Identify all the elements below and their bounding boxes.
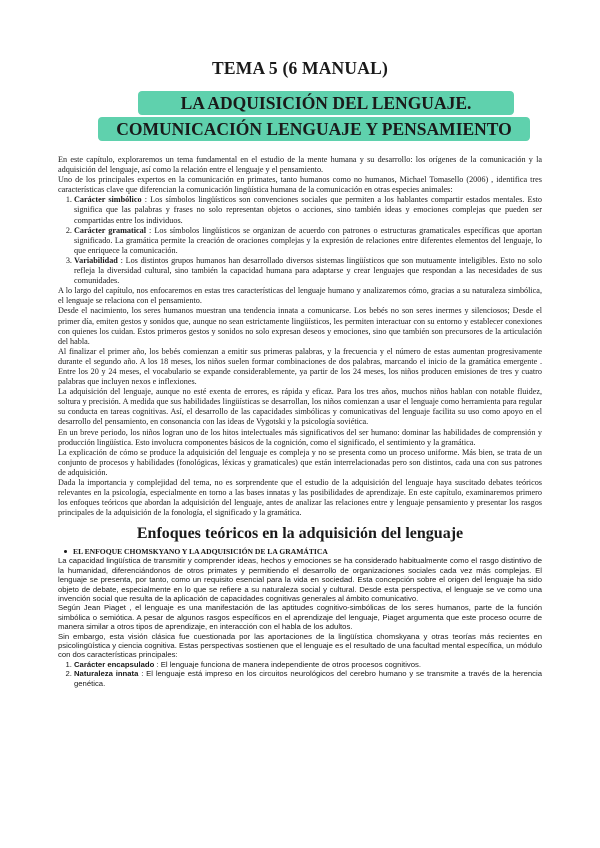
list-item	[74, 669, 542, 688]
item-text: : Los símbolos lingüísticos se organizan de acuerdo con patrones o estructuras gramaticales específicas que aportan significado. La gramática permite la creación de oraciones complejas y la expresión de relaciones entre diferentes elementos del lenguaje, lo que enriquece la comunicación.	[74, 225, 542, 255]
item-term: Carácter simbólico	[74, 195, 142, 205]
list-item	[74, 226, 542, 256]
body-paragraph: Según Jean Piaget , el lenguaje es una manifestación de las aptitudes cognitivo-simbólicas de los seres humanos, parte de la función simbólica o semiótica. A pesar de algunos rasgos específicos en el aprendizaje del lenguaje, Piaget argumenta que este proceso ocurre de manera similar a otros tipos de aprendizaje, en interacción con el habla de los adultos.	[58, 603, 542, 632]
item-text: : El lenguaje funciona de manera independiente de otros procesos cognitivos.	[154, 659, 422, 669]
section-heading: Enfoques teóricos en la adquisición del lenguaje	[136, 525, 464, 543]
body-paragraph: La explicación de cómo se produce la adquisición del lenguaje es compleja y no se presenta como un proceso uniforme. Más bien, se trata de un conjunto de procesos y habilidades (fonológicas, léxicas y gramaticales) que están interrelacionadas pero son distintos, cada una con sus patrones de adquisición.	[58, 447, 542, 477]
body-paragraph: La capacidad lingüística de transmitir y comprender ideas, hechos y emociones se ha considerado habitualmente como el rasgo distintivo de la humanidad, diferenciándonos de otros primates y permitiendo el desarrollo de organizaciones sociales cada vez más complejas. El lenguaje se presenta, por tanto, como un requisito esencial para la vida en sociedad. Esta concepción sobre el origen del lenguaje ha sido objeto de debate, especialmente en lo que se refiere a su naturaleza social y cultural. Desde esta perspectiva, el lenguaje se ve como una invención social que resulta de la aplicación de capacidades cognitivas generales al ámbito comunicativo.	[58, 556, 542, 603]
list-item	[74, 256, 542, 286]
bullet-icon	[64, 550, 67, 553]
document-page	[58, 58, 542, 688]
item-term: Variabilidad	[74, 255, 118, 265]
list-item	[74, 660, 542, 669]
body-paragraph: Sin embargo, esta visión clásica fue cuestionada por las aportaciones de la lingüística chomskyana y otras teorías más recientes en psicolingüística y ciencia cognitiva. Estas perspectivas sostienen que el lenguaje es el resultado de una facultad mental específica, un módulo con dos características principales:	[58, 631, 542, 660]
item-term: Carácter encapsulado	[74, 659, 155, 669]
body-paragraph: Desde el nacimiento, los seres humanos muestran una tendencia innata a comunicarse. Los bebés no son seres inermes y silenciosos; Desde el primer día, emiten gestos y sonidos que, aunque no sean estrictamente lingüísticos, les permiten interactuar con su entorno y establecer conexiones con quienes los cuidan. Estos primeros gestos y sonidos no solo expresan deseos y emociones, sino que también son precursores de la articulación del habla.	[58, 306, 542, 346]
section-text	[58, 556, 542, 688]
body-paragraph: La adquisición del lenguaje, aunque no esté exenta de errores, es rápida y eficaz. Para los tres años, muchos niños hablan con notable fluidez, soltura y precisión. A medida que sus habilidades lingüísticas se desarrollan, los niños comienzan a usar el lenguaje como herramienta para regular su conducta en tareas cognitivas. Así, el desarrollo de las capacidades simbólicas y comunicativas del lenguaje facilita su uso como apoyo en el desarrollo del pensamiento, en consonancia con las ideas de Vygotski y la psicología soviética.	[58, 387, 542, 427]
body-paragraph: En un breve periodo, los niños logran uno de los hitos intelectuales más significativos del ser humano: dominar las habilidades de comprensión y producción lingüística. Esto involucra componentes básicos de la cognición, como el significado, el sentimiento y la gramática.	[58, 427, 542, 447]
item-text: : Los símbolos lingüísticos son convenciones sociales que permiten a los hablantes compartir estados mentales. Esto significa que las palabras y frases no solo representan objetos o acciones, sino también ideas y emociones complejas que pueden ser compartidas entre los individuos.	[74, 195, 543, 225]
list-item	[74, 195, 542, 225]
module-characteristics-list	[58, 660, 542, 688]
intro-paragraph: Uno de los principales expertos en la comunicación en primates, tanto humanos como no humanos, Michael Tomasello (2006) , identifica tres características clave que diferencian la comunicación lingüística humana de la comunicación en otras especies animales:	[58, 175, 542, 195]
chapter-title: TEMA 5 (6 MANUAL)	[212, 58, 388, 78]
item-term: Naturaleza innata	[74, 669, 139, 679]
item-text: : El lenguaje está impreso en los circuitos neurológicos del cerebro humano y se transmite a través de la herencia genética.	[74, 669, 542, 688]
bullet-heading	[64, 547, 542, 556]
main-text	[58, 155, 542, 518]
body-paragraph: Al finalizar el primer año, los bebés comienzan a emitir sus primeras palabras, y la frecuencia y el número de estas aumentan progresivamente durante el segundo año. A los 18 meses, los niños suelen formar combinaciones de dos palabras, marcando el inicio de la gramática emergente . Entre los 20 y 24 meses, el vocabulario se expande considerablemente, ya partir de los 24 meses, los niños producen emisiones de tres y cuatro palabras que incluyen nexos e inflexiones.	[58, 346, 542, 387]
highlighted-banner	[98, 91, 530, 141]
item-term: Carácter gramatical	[74, 225, 146, 235]
banner-line-2: COMUNICACIÓN LENGUAJE Y PENSAMIENTO	[98, 117, 530, 141]
body-paragraph: A lo largo del capítulo, nos enfocaremos en estas tres características del lenguaje humano y analizaremos cómo, gracias a su naturaleza simbólica, el lenguaje se relaciona con el pensamiento.	[58, 286, 542, 306]
banner-line-1: LA ADQUISICIÓN DEL LENGUAJE.	[138, 91, 514, 115]
body-paragraph: Dada la importancia y complejidad del tema, no es sorprendente que el estudio de la adquisición del lenguaje haya suscitado debates teóricos relevantes en la psicología, especialmente en torno a las bases innatas y las posibilidades de aprendizaje. En este capítulo, examinaremos primero los enfoques teóricos que abordan la adquisición del lenguaje, antes de analizar las relaciones entre y lenguaje pensamiento y presentar los rasgos principales de la adquisición de la fonología, el significado y la gramática.	[58, 478, 542, 518]
bullet-heading-text: EL ENFOQUE CHOMSKYANO Y LA ADQUISICIÓN DE LA GRAMÁTICA	[73, 547, 328, 557]
intro-paragraph: En este capítulo, exploraremos un tema fundamental en el estudio de la mente humana y su desarrollo: los orígenes de la comunicación y la adquisición del lenguaje, así como la relación entre el lenguaje y el pensamiento.	[58, 155, 542, 175]
characteristics-list	[58, 195, 542, 286]
item-text: : Los distintos grupos humanos han desarrollado diversos sistemas lingüísticos que son mutuamente inteligibles. Esto no solo refleja la diversidad cultural, sino también la capacidad humana para adaptarse y crear lenguajes que respondan a las necesidades de sus comunidades.	[74, 255, 542, 286]
